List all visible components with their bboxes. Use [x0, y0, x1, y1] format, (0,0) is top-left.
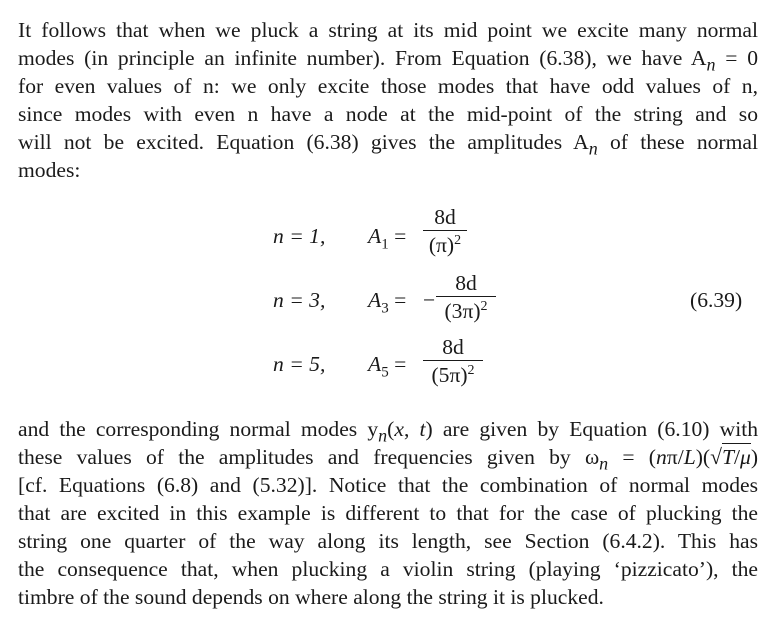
text-line: string one quarter of the way along its length, see Section (6.4.2). This has [18, 529, 758, 553]
fraction-denominator: $(5\pi)^2$ [431, 362, 475, 387]
text-line: these values of the amplitudes and frequencies given by $\omega_n = (n\pi/L)(√T/\mu)$ [18, 445, 759, 474]
equation-amplitude-label: $A_1$ = [368, 224, 407, 253]
equation-row [0, 200, 771, 260]
equation-amplitude-label: $A_3$ = [368, 288, 407, 317]
text-line: that are excited in this example is different to that for the case of plucking the [18, 501, 758, 525]
equation-n-label: n = 5, [273, 352, 326, 376]
text-line: the consequence that, when plucking a violin string (playing ‘pizzicato’), the [18, 557, 758, 581]
equation-amplitude-label: $A_5$ = [368, 352, 407, 381]
paragraph-conclusion [18, 415, 758, 611]
text-line: since modes with even n have a node at the mid-point of the string and so [18, 102, 758, 126]
fraction-denominator: $(\pi)^2$ [428, 232, 462, 257]
equation-minus-sign: − [423, 288, 436, 312]
equation-block [0, 200, 771, 400]
paragraph-intro [18, 16, 758, 184]
fraction-denominator: $(3\pi)^2$ [444, 298, 488, 323]
text-line: modes: [18, 158, 81, 182]
fraction-numerator: 8d [455, 271, 477, 295]
text-line: timbre of the sound depends on where along the string it is plucked. [18, 585, 604, 609]
equation-fraction [436, 270, 496, 325]
equation-row [0, 332, 771, 392]
text-line: modes (in principle an infinite number). From Equation (6.38), we have $A_n = 0$ [18, 46, 758, 75]
equation-row [0, 266, 771, 326]
equation-n-label: n = 3, [273, 288, 326, 312]
text-line: for even values of n: we only excite those modes that have odd values of n, [18, 74, 758, 98]
text-line: will not be excited. Equation (6.38) gives the amplitudes $A_n$ of these normal [18, 130, 758, 159]
equation-n-label: n = 1, [273, 224, 326, 248]
equation-number: (6.39) [690, 288, 743, 312]
text-line: It follows that when we pluck a string at its mid point we excite many normal [18, 18, 758, 42]
equation-fraction [423, 334, 483, 389]
text-line: and the corresponding normal modes $y_n(x$, t) are given by Equation (6.10) with [18, 417, 759, 446]
equation-fraction [423, 204, 467, 259]
text-line: [cf. Equations (6.8) and (5.32)]. Notice that the combination of normal modes [18, 473, 758, 497]
fraction-numerator: 8d [442, 335, 464, 359]
fraction-numerator: 8d [434, 205, 456, 229]
